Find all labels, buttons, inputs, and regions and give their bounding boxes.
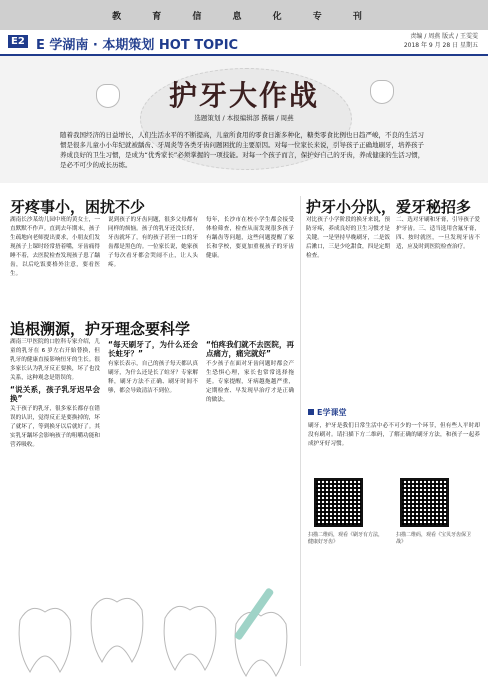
s2-column-1-text-b: 关于孩子的乳牙，很多家长都存在错误的认识，觉得反正是要换掉的，坏了就坏了，等到换牙以后就好了。其实乳牙龋坏会影响孩子的咀嚼功能和营养吸收。 [10,406,100,448]
tooth-illustration-1 [19,608,71,672]
section-1-title: 牙疼事小，困扰不少 [10,198,146,216]
main-title: 护牙大作战 [168,79,319,112]
qr-caption-1: 扫描二维码，观看《刷牙有方法，健康好牙齿》 [308,532,384,545]
s2-subheading-2: “每天刷牙了，为什么还会长蛀牙？” [108,340,198,358]
box-text: 刷牙，护牙是我们日常生活中必不可少的一个环节，但有些人平时却没有刷对。请扫描下方二维码，了解正确的刷牙方法，和孩子一起养成护牙好习惯。 [308,423,480,447]
section-2-title: 追根溯源，护牙理念要科学 [10,320,191,338]
qr-caption-2: 扫描二维码，观看《宝贝牙齿保卫战》 [396,532,472,545]
qr-code-1[interactable] [314,478,363,527]
tooth-illustration-2 [91,598,143,662]
date-line: 2018 年 9 月 28 日 星期五 [403,42,478,49]
s1-column-2: 说到孩子的牙齿问题，很多父母都有同样的烦恼。孩子的乳牙还没长好，牙齿就坏了，有的孩子甚至一口的牙齿都是黑色的。一位家长说，她家孩子每次看牙都会哭闹不止，让人头疼。 [108,217,198,268]
tooth-illustration-4 [235,612,287,676]
qr-code-2[interactable] [400,478,449,527]
s3-column-2: 二、选对牙刷和牙膏，引导孩子爱护牙齿。三、适当选用含氟牙膏，四、按时就医，一旦发现牙齿不适，应及时到医院检查治疗。 [396,217,480,250]
square-bullet-icon [308,409,314,415]
lead-paragraph: 随着我国经济的日益增长，人们生活水平的不断提高，儿童所食用的零食日渐多种化，糖类零食比例也日趋严峻，不良的生活习惯是很多儿童小小年纪就被龋齿、牙周炎等各类牙齿问题困扰的主要原因。对每一位家长来说，引导孩子正确地刷牙，培养孩子养成良好的卫生习惯，是成为“优秀家长”必须掌握的一项技能。对每一个孩子而言，保护好自己的牙齿，养成健康的生活习惯，是必不可少的成长历练。 [60,131,425,169]
section-title: E 学湖南 · 本期策划 HOT TOPIC [36,38,239,53]
top-band-text: 教 育 信 息 化 专 刊 [112,11,376,22]
s2-column-1-text: 湖南三甲医院的口腔科专家介绍，儿童的乳牙在 6 岁左右开始替换，但乳牙的健康直接影响恒牙的生长。很多家长认为乳牙反正要换，坏了也没关系，这种观念是错误的。 [10,339,100,381]
page-meta [404,32,478,50]
s1-column-1: 湖南长沙某幼儿园中班的黄女士，一直默默不作声。直到去年期末，孩子生疏地向老师提出要求，小朋友们发现孩子上课时经常捂着嘴，牙齿痛得睡不着，去医院检查发现孩子患了龋齿，以后吃饭要格外注意，要看医生。 [10,217,100,277]
hero-banner [0,56,488,183]
box-title-text: E学课堂 [317,408,347,417]
s2-column-3-text: 不少孩子在面对牙齿问题时都会产生恐惧心理，家长也常常选择拖延。专家提醒，牙病越拖越严重，定期检查、早发现早治疗才是正确的做法。 [206,361,294,403]
teeth-illustration [0,580,310,690]
s3-column-1: 对比孩子小学阶段的换牙来说，预防牙疼，养成良好的卫生习惯才是关键。一是坚持早晚刷牙，二是饭后漱口，三是少吃甜食，四是定期检查。 [306,217,390,259]
page-header [0,30,488,56]
s2-column-1 [10,338,100,588]
editor-line: 责编 / 周燕 版式 / 王雯雯 [410,33,478,40]
s1-column-3: 每年，长沙市在校小学生都会接受体检筛查，检查从而发现很多孩子有龋齿等问题，这些问题提醒了家长和学校，要更加重视孩子的牙齿健康。 [206,217,294,259]
s2-column-3 [206,338,294,588]
section-3-title: 护牙小分队，爱牙秘招多 [306,198,472,216]
box-title [308,407,478,418]
s2-subheading-1: “说关系，孩子乳牙迟早会换” [10,385,100,403]
page-number-badge: E2 [8,35,28,48]
tooth-illustration-3 [164,606,216,670]
s2-column-2 [108,338,198,588]
s2-column-2-text: 有家长表示，自己的孩子每天都认真刷牙，为什么还是长了蛀牙？专家解释，刷牙方法不正确、刷牙时间不够，都会导致清洁不到位。 [108,361,198,394]
byline: 选题策划 / 本报编辑部 撰稿 / 周燕 [194,114,294,122]
s2-subheading-3: “怕疼我们就不去医院，再点痛方，痛完就好” [206,340,294,358]
top-band [0,0,488,30]
